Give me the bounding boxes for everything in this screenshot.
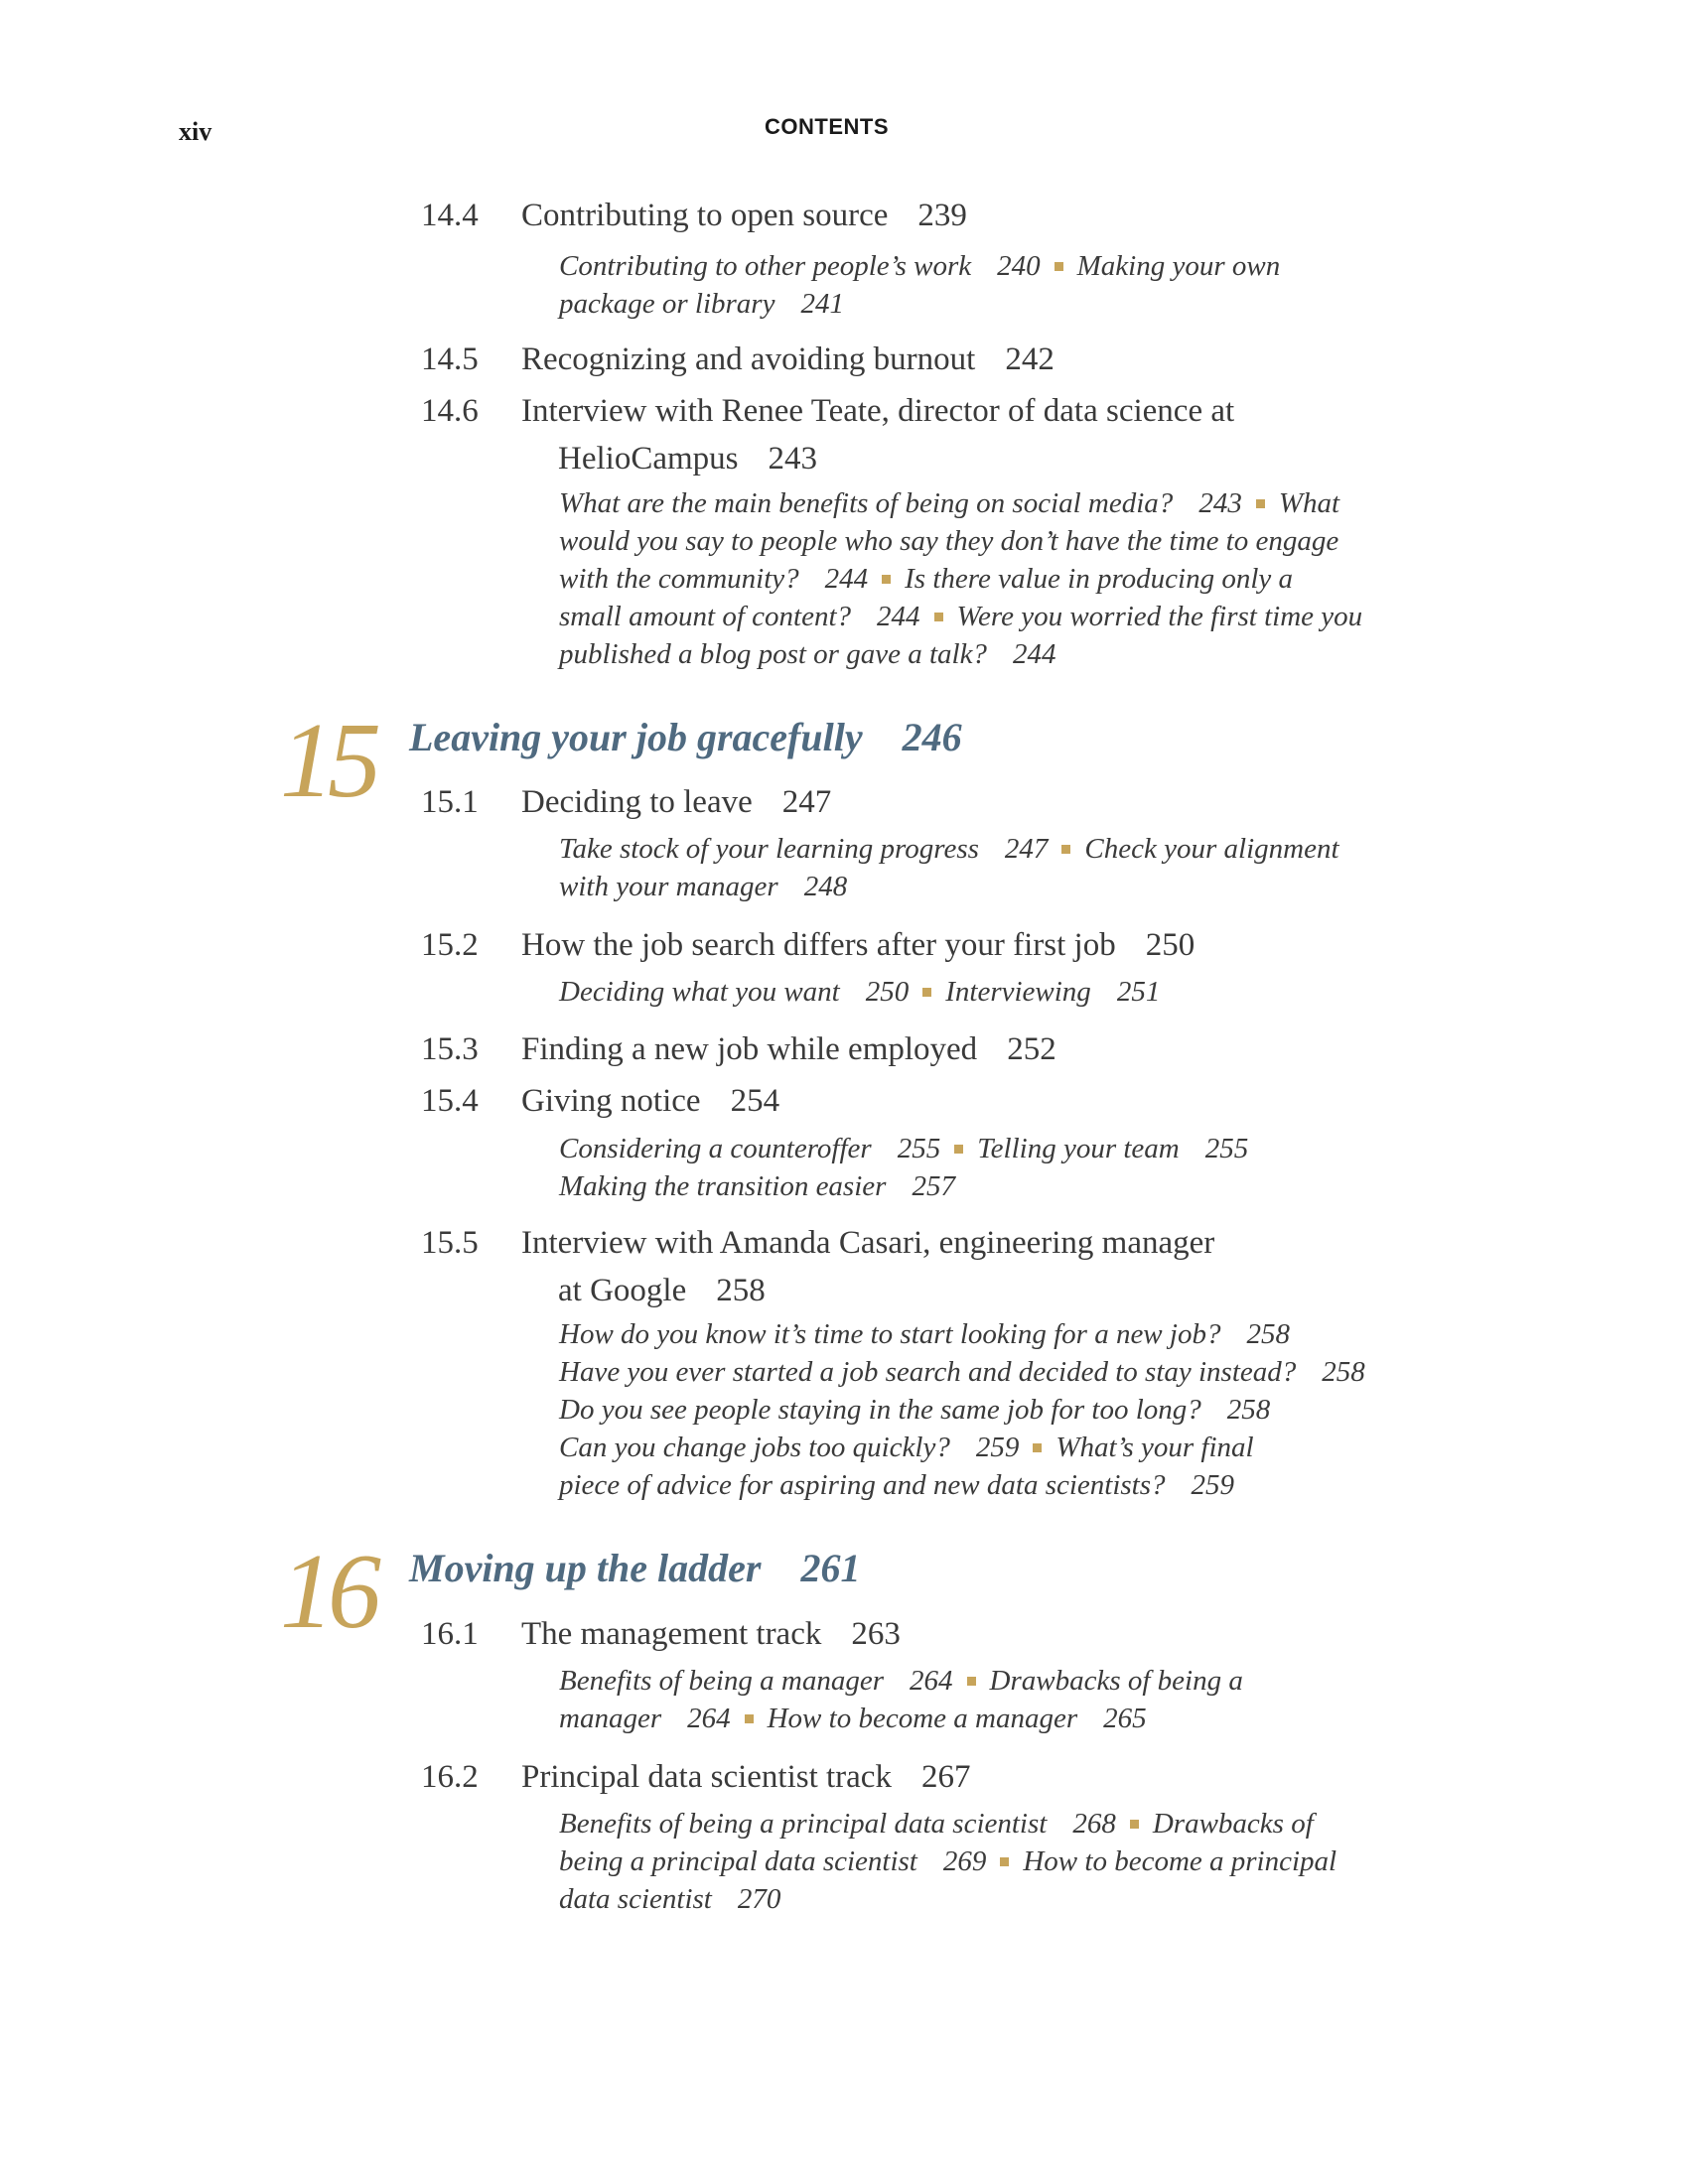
subsections-14-4 <box>559 247 1413 323</box>
page-number: xiv <box>179 117 212 146</box>
subsections-15-1: Take stock of your learning progress 247 Check your alignment with your manager 248 <box>559 833 1339 902</box>
section-number: 15.2 <box>421 927 479 963</box>
section-title: Giving notice <box>521 1083 701 1119</box>
section-title: Contributing to open source <box>521 198 889 233</box>
section-page: 250 <box>1145 927 1196 963</box>
subsection-entry: Making your own <box>1076 250 1281 282</box>
section-title: Deciding to leave <box>521 784 753 820</box>
section-15-4 <box>421 1077 1414 1125</box>
chapter-number: 15 <box>280 702 375 820</box>
section-page: 242 <box>1005 341 1055 377</box>
section-page: 267 <box>920 1759 971 1795</box>
section-title: Interview with Renee Teate, director of data science at <box>521 393 1235 429</box>
section-number: 14.5 <box>421 341 479 377</box>
running-head: CONTENTS <box>765 114 889 139</box>
section-15-1 <box>421 778 1414 826</box>
section-15-2 <box>421 921 1414 969</box>
section-16-1 <box>421 1610 1414 1658</box>
bullet-square-icon <box>1061 845 1070 854</box>
section-title-cont: at Google <box>558 1273 687 1308</box>
bullet-square-icon <box>882 575 891 584</box>
subsection-page: 241 <box>800 288 844 320</box>
section-15-5 <box>421 1219 1414 1314</box>
subsection-entry: Contributing to other people’s work 240 <box>559 250 1041 282</box>
chapter-title: Moving up the ladder 261 <box>409 1546 861 1590</box>
bullet-square-icon <box>1055 262 1063 271</box>
section-number: 15.5 <box>421 1225 479 1261</box>
bullet-square-icon <box>745 1714 754 1723</box>
section-number: 16.2 <box>421 1759 479 1795</box>
section-page: 258 <box>716 1273 766 1308</box>
section-title-cont: HelioCampus <box>558 441 739 477</box>
bullet-square-icon <box>954 1145 963 1154</box>
section-title: Principal data scientist track <box>521 1759 892 1795</box>
bullet-square-icon <box>1256 499 1265 508</box>
section-16-2 <box>421 1753 1414 1801</box>
subsections-16-2: Benefits of being a principal data scientist 268 Drawbacks of being a principal data scientist 269 How to become a principal data scientist 270 <box>559 1808 1337 1915</box>
section-title: Recognizing and avoiding burnout <box>521 341 976 377</box>
subsections-15-2: Deciding what you want 250 Interviewing 251 <box>559 976 1161 1008</box>
section-number: 16.1 <box>421 1616 479 1652</box>
section-number: 15.4 <box>421 1083 479 1119</box>
section-14-6 <box>421 387 1414 482</box>
section-14-5 <box>421 336 1414 383</box>
section-14-4 <box>421 192 1414 239</box>
bullet-square-icon <box>934 613 943 621</box>
subsections-16-1: Benefits of being a manager 264 Drawbacks of being a manager 264 How to become a manager 265 <box>559 1665 1243 1734</box>
section-page: 254 <box>730 1083 780 1119</box>
section-page: 239 <box>917 198 967 233</box>
subsections-15-4: Considering a counteroffer 255 Telling your team 255 Making the transition easier 257 <box>559 1133 1249 1202</box>
subsections-15-5: How do you know it’s time to start looking for a new job? 258 Have you ever started a job search and decided to stay instead? 258 Do you see people staying in the same job for too long? 258 Can you change jobs too quickly? 259 What’s your final piece of advice for aspiring and new data scientists? 259 <box>559 1318 1365 1501</box>
subsection-entry-cont: package or library <box>559 288 775 320</box>
section-title: How the job search differs after your first job <box>521 927 1116 963</box>
section-page: 247 <box>781 784 832 820</box>
section-number: 14.4 <box>421 198 479 233</box>
section-number: 14.6 <box>421 393 479 429</box>
bullet-square-icon <box>1033 1443 1042 1452</box>
section-page: 252 <box>1007 1031 1056 1067</box>
bullet-square-icon <box>922 988 931 997</box>
section-title: Finding a new job while employed <box>521 1031 978 1067</box>
chapter-title: Leaving your job gracefully 246 <box>409 715 962 759</box>
bullet-square-icon <box>1000 1857 1009 1866</box>
section-page: 243 <box>768 441 817 477</box>
section-title: Interview with Amanda Casari, engineering manager <box>521 1225 1215 1261</box>
section-number: 15.1 <box>421 784 479 820</box>
section-number: 15.3 <box>421 1031 479 1067</box>
bullet-square-icon <box>967 1677 976 1686</box>
subsections-14-6: What are the main benefits of being on social media? 243 What would you say to people who say they don’t have the time to engage with the community? 244 Is there value in producing only a small amount of content? 244 Were you worried the first time you published a blog post or gave a talk? 244 <box>559 487 1363 670</box>
section-15-3 <box>421 1025 1414 1073</box>
chapter-number: 16 <box>280 1533 375 1651</box>
bullet-square-icon <box>1130 1820 1139 1829</box>
section-title: The management track <box>521 1616 822 1652</box>
section-page: 263 <box>851 1616 901 1652</box>
